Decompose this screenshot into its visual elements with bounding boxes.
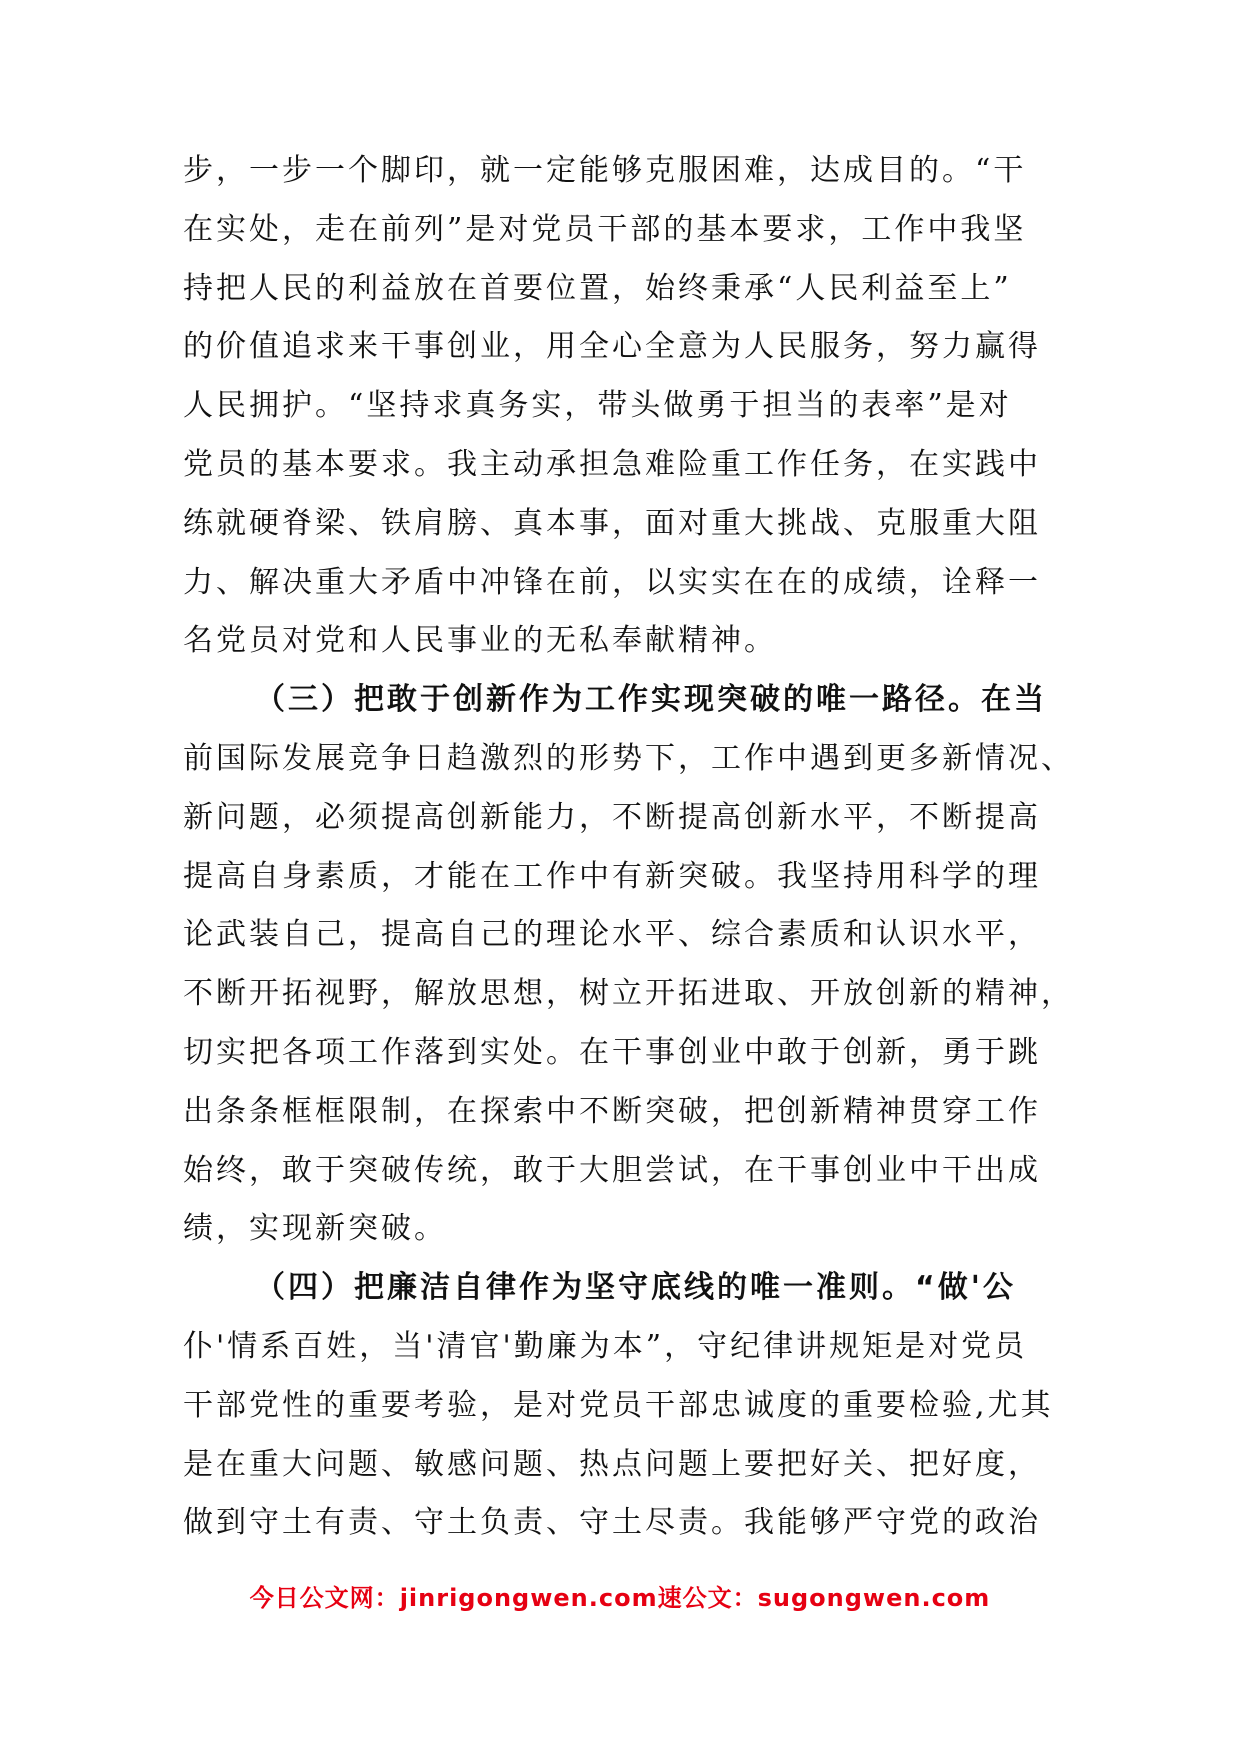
paragraph-line: 出条条框框限制，在探索中不断突破，把创新精神贯穿工作 [183,1093,1041,1129]
paragraph-line: 党员的基本要求。我主动承担急难险重工作任务，在实践中 [183,446,1041,482]
section-heading-line [183,671,1063,730]
paragraph-line: 切实把各项工作落到实处。在干事创业中敢于创新，勇于跳 [183,1034,1041,1070]
paragraph-line: 仆'情系百姓，当'清官'勤廉为本”，守纪律讲规矩是对党员 [183,1328,1028,1364]
document-body [183,142,1074,1553]
paragraph-line: 练就硬脊梁、铁肩膀、真本事，面对重大挑战、克服重大阻 [183,505,1041,541]
footer-label-sugongwen: 速公文： [657,1584,758,1612]
footer-link-sugongwen[interactable]: sugongwen.com [757,1584,991,1612]
paragraph-line: 的价值追求来干事创业，用全心全意为人民服务，努力赢得 [183,329,1041,365]
paragraph-line: 名党员对党和人民事业的无私奉献精神。 [183,623,777,659]
section-heading: （四）把廉洁自律作为坚守底线的唯一准则。 [255,1270,915,1306]
paragraph-line: 是在重大问题、敏感问题、热点问题上要把好关、把好度， [183,1446,1041,1482]
paragraph-line: 力、解决重大矛盾中冲锋在前，以实实在在的成绩，诠释一 [183,564,1041,600]
paragraph-line: 始终，敢于突破传统，敢于大胆尝试，在干事创业中干出成 [183,1152,1041,1188]
footer-watermark [0,1578,1240,1613]
paragraph-line: 绩，实现新突破。 [183,1211,447,1247]
section-heading-line [183,1259,1063,1318]
paragraph-line: 提高自身素质，才能在工作中有新突破。我坚持用科学的理 [183,858,1041,894]
paragraph-line: 新问题，必须提高创新能力，不断提高创新水平，不断提高 [183,799,1041,835]
footer-label-jinrigongwen: 今日公文网： [249,1584,400,1612]
paragraph-line: 人民拥护。“坚持求真务实，带头做勇于担当的表率”是对 [183,388,1012,424]
paragraph-line: 做到守土有责、守土负责、守土尽责。我能够严守党的政治 [183,1505,1041,1541]
paragraph-line: 前国际发展竞争日趋激烈的形势下，工作中遇到更多新情况、 [183,740,1074,776]
paragraph-line: 持把人民的利益放在首要位置，始终秉承“人民利益至上” [183,270,1012,306]
paragraph-line: 在实处，走在前列”是对党员干部的基本要求，工作中我坚 [183,211,1027,247]
paragraph-line: 步，一步一个脚印，就一定能够克服困难，达成目的。“干 [183,153,1027,188]
section-heading-rest: 在当 [981,682,1047,718]
section-heading-rest: “做'公 [915,1270,1016,1306]
paragraph-line: 不断开拓视野，解放思想，树立开拓进取、开放创新的精神， [183,976,1074,1012]
footer-link-jinrigongwen[interactable]: jinrigongwen.com [399,1584,658,1612]
paragraph-line: 干部党性的重要考验，是对党员干部忠诚度的重要检验,尤其 [183,1387,1054,1423]
section-heading: （三）把敢于创新作为工作实现突破的唯一路径。 [255,682,981,718]
paragraph-line: 论武装自己，提高自己的理论水平、综合素质和认识水平， [183,917,1041,953]
